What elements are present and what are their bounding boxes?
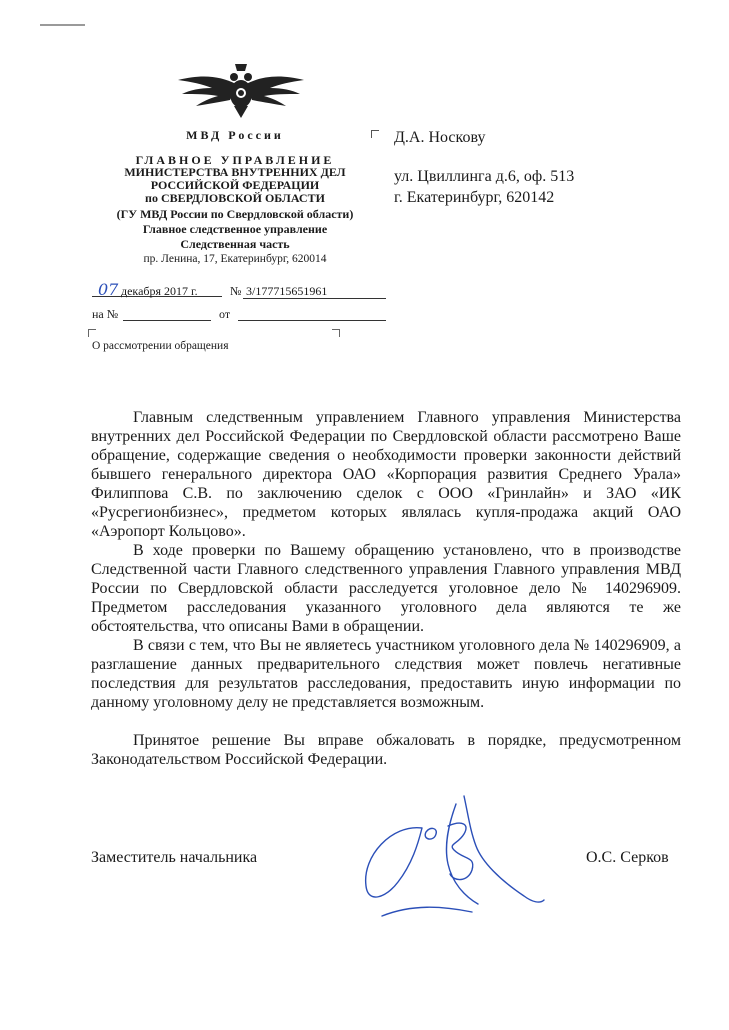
subject-line: О рассмотрении обращения <box>92 340 229 352</box>
header-line-5: (ГУ МВД России по Свердловской области) <box>116 207 354 221</box>
header-line-1: ГЛАВНОЕ УПРАВЛЕНИЕ <box>135 153 335 167</box>
recipient-name: Д.А. Носкову <box>394 129 486 146</box>
recipient-bracket <box>371 130 379 138</box>
registration-number: 3/177715651961 <box>246 284 328 298</box>
header-line-3: РОССИЙСКОЙ ФЕДЕРАЦИИ <box>150 178 320 192</box>
registration-day: 07 <box>98 280 119 299</box>
signer-name: О.С. Серков <box>586 849 669 866</box>
recipient-address-line1: ул. Цвиллинга д.6, оф. 513 <box>394 168 575 185</box>
body-paragraph-1: Главным следственным управлением Главного управления Министерства внутренних дел Российской Федерации по Свердловской области рассмотрено Ваше обращение, содержащие сведения о необходимости проверки законности действий бывшего генерального директора ОАО «Корпорация развития Среднего Урала» Филиппова С.В. по заключению сделок с ООО «Гринлайн» и ЗАО «ИК «Русрегионбизнес», предметом которых являлась купля-продажа акций ОАО «Аэропорт Кольцово». <box>91 409 681 540</box>
from-underline <box>238 306 386 321</box>
from-label: от <box>219 307 231 321</box>
header-line-6: Главное следственное управление <box>142 222 328 236</box>
scan-mark <box>40 24 85 26</box>
on-number-label: на № <box>92 307 119 321</box>
eagle-emblem-icon <box>172 62 310 120</box>
header-address: пр. Ленина, 17, Екатеринбург, 620014 <box>143 253 327 265</box>
subject-corner-left <box>88 329 96 337</box>
registration-number-sign: № <box>230 284 242 298</box>
handwritten-signature <box>352 786 552 926</box>
body-paragraph-4: Принятое решение Вы вправе обжаловать в порядке, предусмотренном Законодательством Российской Федерации. <box>91 732 681 768</box>
body-paragraph-3: В связи с тем, что Вы не являетесь участником уголовного дела № 140296909, а разглашение данных предварительного следствия может повлечь негативные последствия для результатов расследования, предоставить иную информации по данному уголовному делу не представляется возможным. <box>91 637 681 711</box>
ministry-short: МВД России <box>186 128 284 142</box>
header-line-4: по СВЕРДЛОВСКОЙ ОБЛАСТИ <box>145 191 325 205</box>
on-number-underline <box>123 306 211 321</box>
header-line-2: МИНИСТЕРСТВА ВНУТРЕННИХ ДЕЛ <box>124 165 346 179</box>
header-line-7: Следственная часть <box>180 237 290 251</box>
subject-corner-right <box>332 329 340 337</box>
letter-body <box>91 408 681 769</box>
recipient-address-line2: г. Екатеринбург, 620142 <box>394 189 555 206</box>
body-paragraph-2: В ходе проверки по Вашему обращению установлено, что в производстве Следственной части Главного следственного управления Главного управления МВД России по Свердловской области расследуется уголовное дело № 140296909. Предметом расследования указанного уголовного дела являются те же обстоятельства, что описаны Вами в обращении. <box>91 542 681 635</box>
registration-date: декабря 2017 г. <box>121 284 198 298</box>
signer-position: Заместитель начальника <box>91 849 258 866</box>
